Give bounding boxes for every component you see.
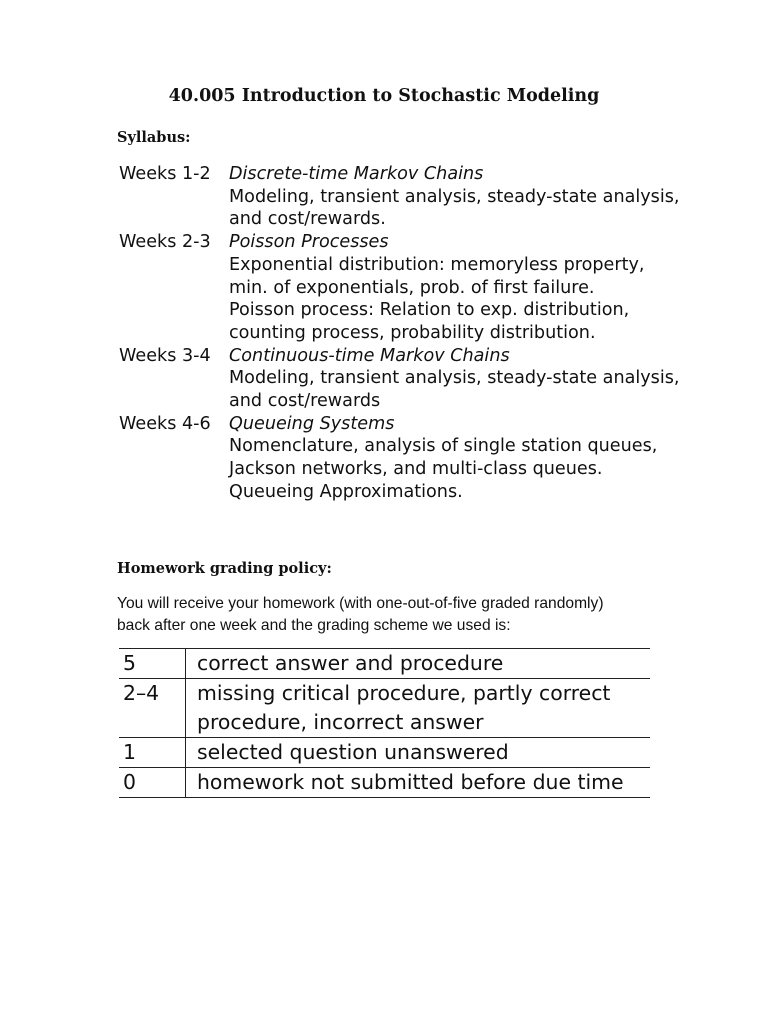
grading-intro-line: You will receive your homework (with one-out-of-five graded randomly) — [117, 595, 604, 612]
description-cell — [186, 649, 651, 679]
description-line: missing critical procedure, partly correct — [197, 681, 611, 705]
syllabus-line: Queueing Approximations. — [229, 481, 463, 502]
syllabus-line: Poisson process: Relation to exp. distribution, — [229, 300, 630, 321]
syllabus-content — [229, 345, 680, 413]
syllabus-line: Jackson networks, and multi-class queues. — [229, 459, 603, 480]
description-cell — [186, 738, 651, 768]
syllabus-line: Modeling, transient analysis, steady-state analysis, — [229, 368, 680, 389]
table-row — [119, 649, 650, 679]
syllabus-content — [229, 163, 680, 231]
table-row — [119, 679, 650, 738]
syllabus-list — [119, 163, 679, 504]
description-line: procedure, incorrect answer — [197, 710, 484, 734]
grading-intro-line: back after one week and the grading scheme we used is: — [117, 616, 511, 634]
syllabus-line: Exponential distribution: memoryless property, — [229, 254, 645, 275]
syllabus-weeks: Weeks 4-6 — [119, 413, 211, 434]
syllabus-line: and cost/rewards. — [229, 209, 386, 230]
syllabus-topic: Discrete-time Markov Chains — [229, 164, 484, 184]
table-row — [119, 738, 650, 768]
syllabus-weeks: Weeks 1-2 — [119, 164, 211, 184]
syllabus-line: Modeling, transient analysis, steady-state analysis, — [229, 186, 680, 207]
description-line: correct answer and procedure — [197, 651, 504, 675]
syllabus-entry — [119, 163, 679, 231]
score-cell: 5 — [119, 649, 186, 679]
grading-policy-heading: Homework grading policy: — [117, 560, 332, 577]
syllabus-weeks: Weeks 3-4 — [119, 345, 211, 366]
grading-table — [119, 648, 650, 798]
syllabus-line: min. of exponentials, prob. of first failure. — [229, 277, 595, 298]
grading-intro — [117, 593, 677, 636]
description-cell — [186, 679, 651, 738]
page-title: 40.005 Introduction to Stochastic Modeling — [168, 86, 600, 106]
syllabus-content — [229, 231, 644, 345]
syllabus-topic: Queueing Systems — [229, 413, 395, 434]
description-line: selected question unanswered — [197, 740, 509, 764]
syllabus-topic: Poisson Processes — [229, 232, 389, 253]
syllabus-line: Nomenclature, analysis of single station queues, — [229, 436, 658, 457]
description-cell — [186, 768, 651, 798]
syllabus-topic: Continuous-time Markov Chains — [229, 345, 510, 366]
syllabus-entry — [119, 231, 679, 345]
syllabus-entry — [119, 345, 679, 413]
syllabus-content — [229, 413, 657, 504]
score-cell: 1 — [119, 738, 186, 768]
syllabus-line: and cost/rewards — [229, 391, 381, 412]
syllabus-weeks: Weeks 2-3 — [119, 232, 211, 253]
syllabus-entry — [119, 413, 679, 504]
syllabus-heading: Syllabus: — [117, 129, 191, 146]
table-row — [119, 768, 650, 798]
description-line: homework not submitted before due time — [197, 770, 624, 794]
score-cell: 2–4 — [119, 679, 186, 738]
score-cell: 0 — [119, 768, 186, 798]
syllabus-line: counting process, probability distribution. — [229, 322, 596, 343]
